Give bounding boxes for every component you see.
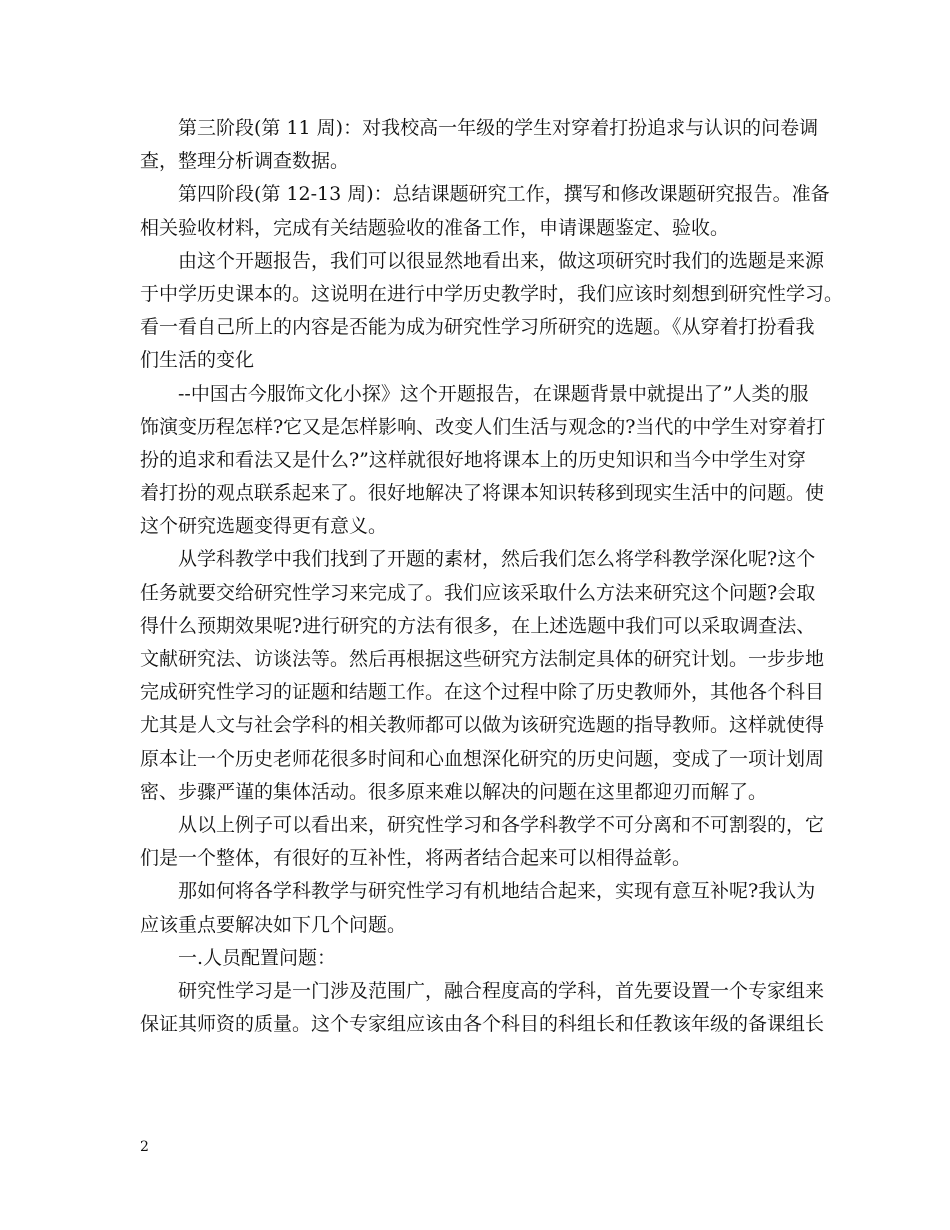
text-line: 得什么预期效果呢?进行研究的方法有很多，在上述选题中我们可以采取调查法、 bbox=[140, 614, 816, 637]
text-line: 们是一个整体，有很好的互补性，将两者结合起来可以相得益彰。 bbox=[140, 847, 692, 870]
text-line: 应该重点要解决如下几个问题。 bbox=[140, 913, 407, 936]
text-line: 完成研究性学习的证题和结题工作。在这个过程中除了历史教师外，其他各个科目 bbox=[140, 681, 825, 704]
text-line: 保证其师资的质量。这个专家组应该由各个科目的科组长和任教该年级的备课组长 bbox=[140, 1013, 825, 1036]
text-line: 尤其是人文与社会学科的相关教师都可以做为该研究选题的指导教师。这样就使得 bbox=[140, 714, 825, 737]
text-line: 那如何将各学科教学与研究性学习有机地结合起来，实现有意互补呢?我认为 bbox=[178, 880, 816, 903]
text-line: --中国古今服饰文化小探》这个开题报告，在课题背景中就提出了”人类的服 bbox=[178, 382, 809, 405]
text-line: 文献研究法、访谈法等。然后再根据这些研究方法制定具体的研究计划。一步步地 bbox=[140, 648, 825, 670]
text-line: 们生活的变化 bbox=[140, 349, 255, 372]
text-line: 相关验收材料，完成有关结题验收的准备工作，申请课题鉴定、验收。 bbox=[140, 216, 730, 239]
text-line: 任务就要交给研究性学习来完成了。我们应该采取什么方法来研究这个问题?会取 bbox=[140, 581, 816, 604]
page-number: 2 bbox=[140, 1139, 149, 1155]
paragraph bbox=[140, 975, 825, 1041]
text-line: 着打扮的观点联系起来了。很好地解决了将课本知识转移到现实生活中的问题。使 bbox=[140, 482, 825, 505]
text-line: 密、步骤严谨的集体活动。很多原来难以解决的问题在这里都迎刃而解了。 bbox=[140, 780, 768, 803]
text-line: 从以上例子可以看出来，研究性学习和各学科教学不可分离和不可割裂的，它 bbox=[178, 813, 825, 836]
paragraph bbox=[140, 543, 825, 809]
text-line: 第三阶段(第 11 周)：对我校高一年级的学生对穿着打扮追求与认识的问卷调 bbox=[178, 117, 819, 139]
text-line: 于中学历史课本的。这说明在进行中学历史教学时，我们应该时刻想到研究性学习。 bbox=[140, 282, 844, 305]
text-line: 从学科教学中我们找到了开题的素材，然后我们怎么将学科教学深化呢?这个 bbox=[178, 548, 816, 571]
text-line: 查，整理分析调查数据。 bbox=[140, 150, 350, 173]
text-line: 一.人员配置问题： bbox=[178, 946, 337, 969]
text-line: 研究性学习是一门涉及范围广，融合程度高的学科，首先要设置一个专家组来 bbox=[178, 979, 825, 1002]
paragraph bbox=[140, 112, 820, 178]
text-line: 第四阶段(第 12-13 周)：总结课题研究工作，撰写和修改课题研究报告。准备 bbox=[178, 183, 830, 206]
paragraph bbox=[140, 875, 820, 941]
text-line: 饰演变历程怎样?它又是怎样影响、改变人们生活与观念的?当代的中学生对穿着打 bbox=[140, 415, 826, 438]
paragraph bbox=[140, 245, 844, 378]
text-line: 由这个开题报告，我们可以很显然地看出来，做这项研究时我们的选题是来源 bbox=[178, 249, 825, 272]
paragraph bbox=[140, 809, 825, 875]
text-line: 这个研究选题变得更有意义。 bbox=[140, 515, 388, 538]
body-text bbox=[140, 112, 844, 1041]
paragraph bbox=[140, 178, 830, 244]
text-line: 原本让一个历史老师花很多时间和心血想深化研究的历史问题，变成了一项计划周 bbox=[140, 747, 825, 770]
paragraph bbox=[140, 378, 826, 544]
text-line: 看一看自己所上的内容是否能为成为研究性学习所研究的选题。《从穿着打扮看我 bbox=[140, 316, 815, 339]
text-line: 扮的追求和看法又是什么?”这样就很好地将课本上的历史知识和当今中学生对穿 bbox=[140, 448, 806, 471]
section-heading bbox=[140, 942, 820, 975]
